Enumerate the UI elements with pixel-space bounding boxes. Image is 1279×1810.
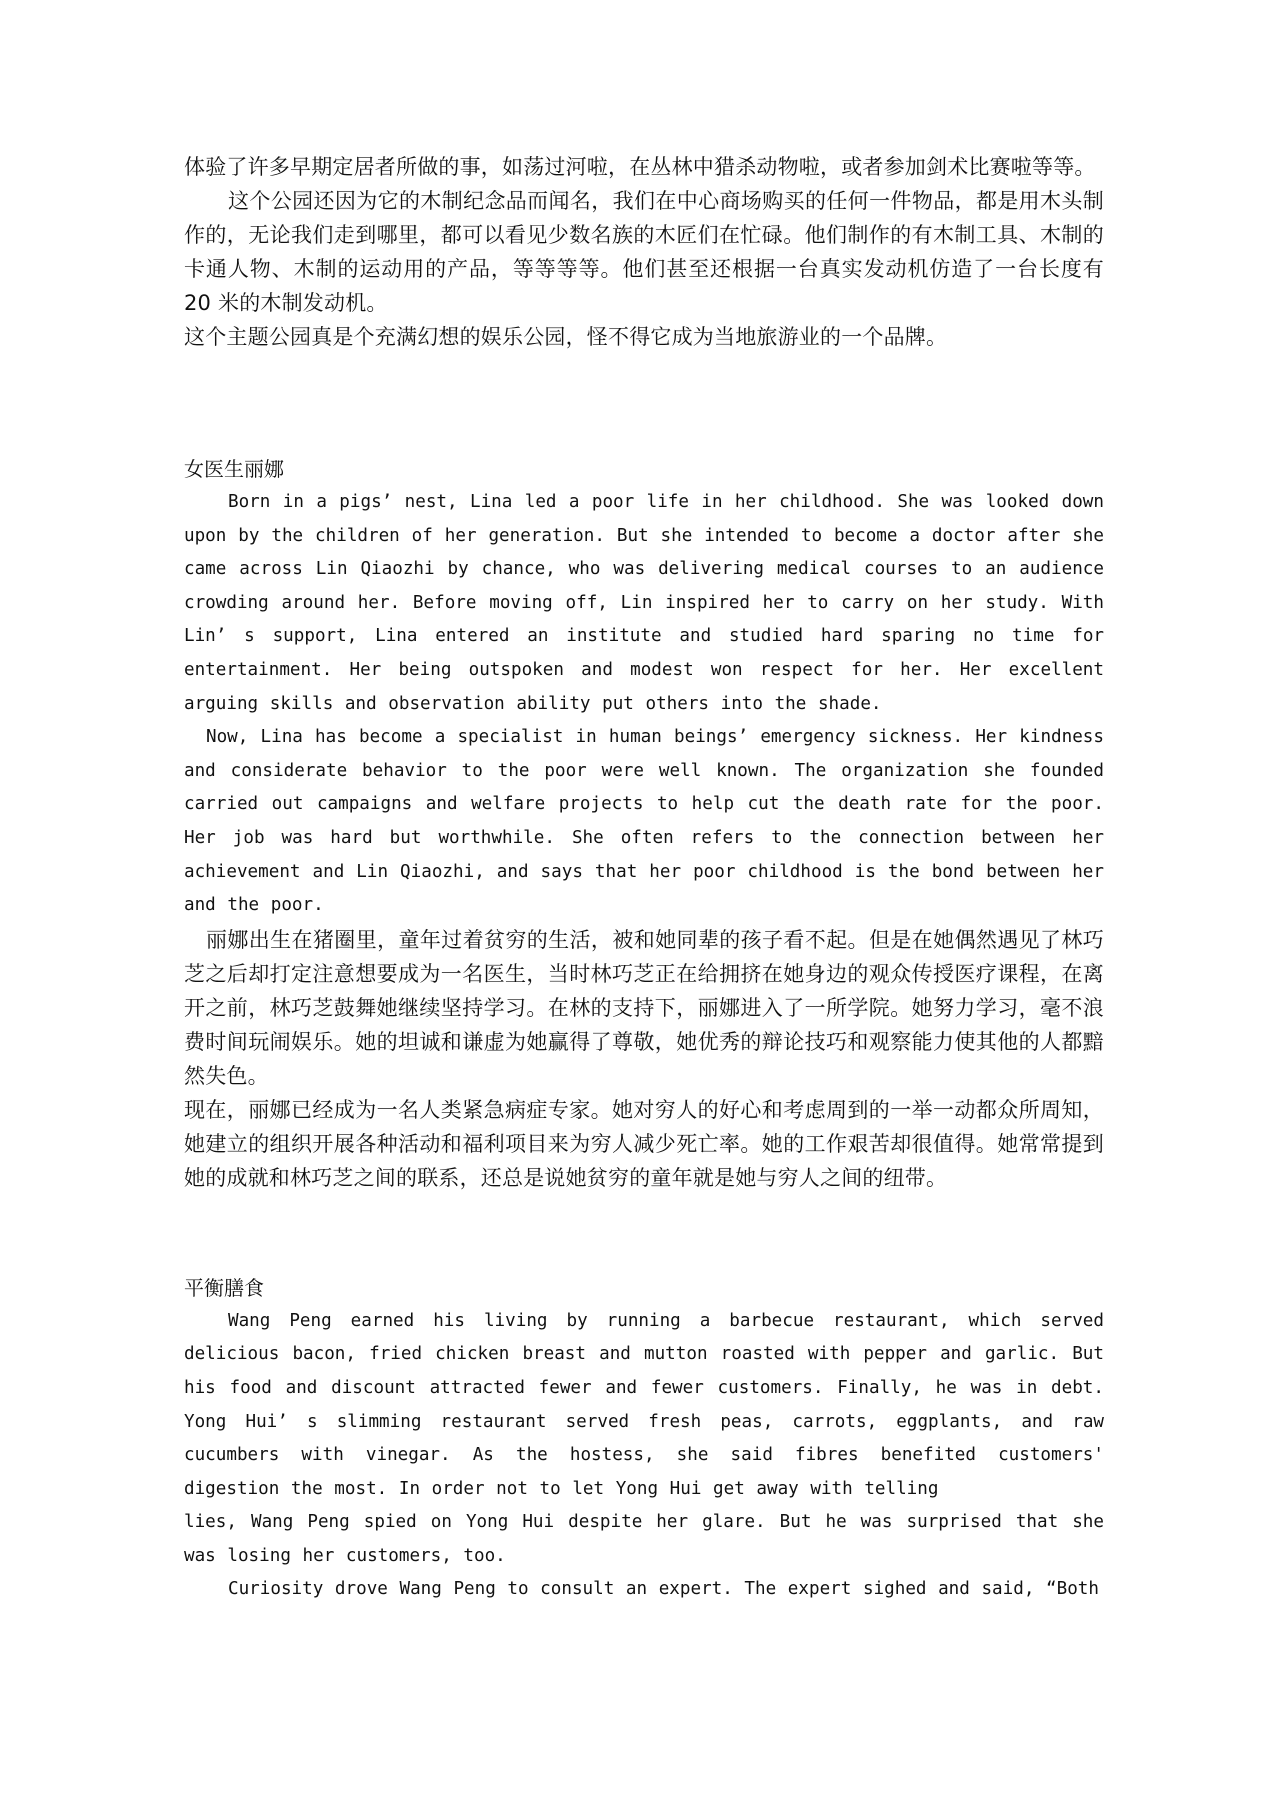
diet-english-paragraph-1a: Wang Peng earned his living by running a barbecue restaurant, which served delicious bacon, fried chicken breast and mutton roasted with pepper and garlic. But his food and discount attracted fewer and fewer customers. Finally, he was in debt. Yong Hui’ s slimming restaurant served fresh peas, carrots, eggplants, and raw cucumbers with vinegar. As the hostess, she said fibres benefited customers' digestion the most. In order not to let Yong Hui get away with telling	[184, 1310, 1104, 1499]
lina-english-paragraph-2: Now, Lina has become a specialist in human beings’ emergency sickness. Her kindness and considerate behavior to the poor were well known. The organization she founded carried out campaigns and welfare projects to help cut the death rate for the poor. Her job was hard but worthwhile. She often refers to the connection between her achievement and Lin Qiaozhi, and says that her poor childhood is the bond between her and the poor.	[184, 727, 1104, 916]
document-body	[184, 150, 1104, 1607]
section-title-diet: 平衡膳食	[184, 1275, 264, 1300]
section-spacer	[184, 1195, 1104, 1271]
lina-chinese-paragraph-2: 现在，丽娜已经成为一名人类紧急病症专家。她对穷人的好心和考虑周到的一举一动都众所周知，她建立的组织开展各种活动和福利项目来为穷人减少死亡率。她的工作艰苦却很值得。她常常提到她的成就和林巧芝之间的联系，还总是说她贫穷的童年就是她与穷人之间的纽带。	[184, 1097, 1104, 1190]
park-paragraph-1: 体验了许多早期定居者所做的事，如荡过河啦，在丛林中猎杀动物啦，或者参加剑术比赛啦等等。	[184, 155, 1096, 179]
lina-chinese-paragraph-1: 丽娜出生在猪圈里，童年过着贫穷的生活，被和她同辈的孩子看不起。但是在她偶然遇见了林巧芝之后却打定注意想要成为一名医生，当时林巧芝正在给拥挤在她身边的观众传授医疗课程，在离开之前，林巧芝鼓舞她继续坚持学习。在林的支持下，丽娜进入了一所学院。她努力学习，毫不浪费时间玩闹娱乐。她的坦诚和谦虚为她赢得了尊敬，她优秀的辩论技巧和观察能力使其他的人都黯然失色。	[184, 927, 1104, 1088]
park-paragraph-2: 这个公园还因为它的木制纪念品而闻名，我们在中心商场购买的任何一件物品，都是用木头制作的，无论我们走到哪里，都可以看见少数名族的木匠们在忙碌。他们制作的有木制工具、木制的卡通人物、木制的运动用的产品，等等等等。他们甚至还根据一台真实发动机仿造了一台长度有 20 米的木制发动机。	[184, 189, 1104, 315]
lina-english-paragraph-1: Born in a pigs’ nest, Lina led a poor life in her childhood. She was looked down upon by the children of her generation. But she intended to become a doctor after she came across Lin Qiaozhi by chance, who was delivering medical courses to an audience crowding around her. Before moving off, Lin inspired her to carry on her study. With Lin’ s support, Lina entered an institute and studied hard sparing no time for entertainment. Her being outspoken and modest won respect for her. Her excellent arguing skills and observation ability put others into the shade.	[184, 492, 1104, 714]
diet-english-paragraph-2: Curiosity drove Wang Peng to consult an expert. The expert sighed and said, “Both	[228, 1579, 1099, 1600]
section-spacer	[184, 354, 1104, 452]
diet-english-paragraph-1b: lies, Wang Peng spied on Yong Hui despite her glare. But he was surprised that she was losing her customers, too.	[184, 1512, 1104, 1566]
park-paragraph-3: 这个主题公园真是个充满幻想的娱乐公园，怪不得它成为当地旅游业的一个品牌。	[184, 325, 948, 349]
section-title-lina: 女医生丽娜	[184, 457, 284, 481]
